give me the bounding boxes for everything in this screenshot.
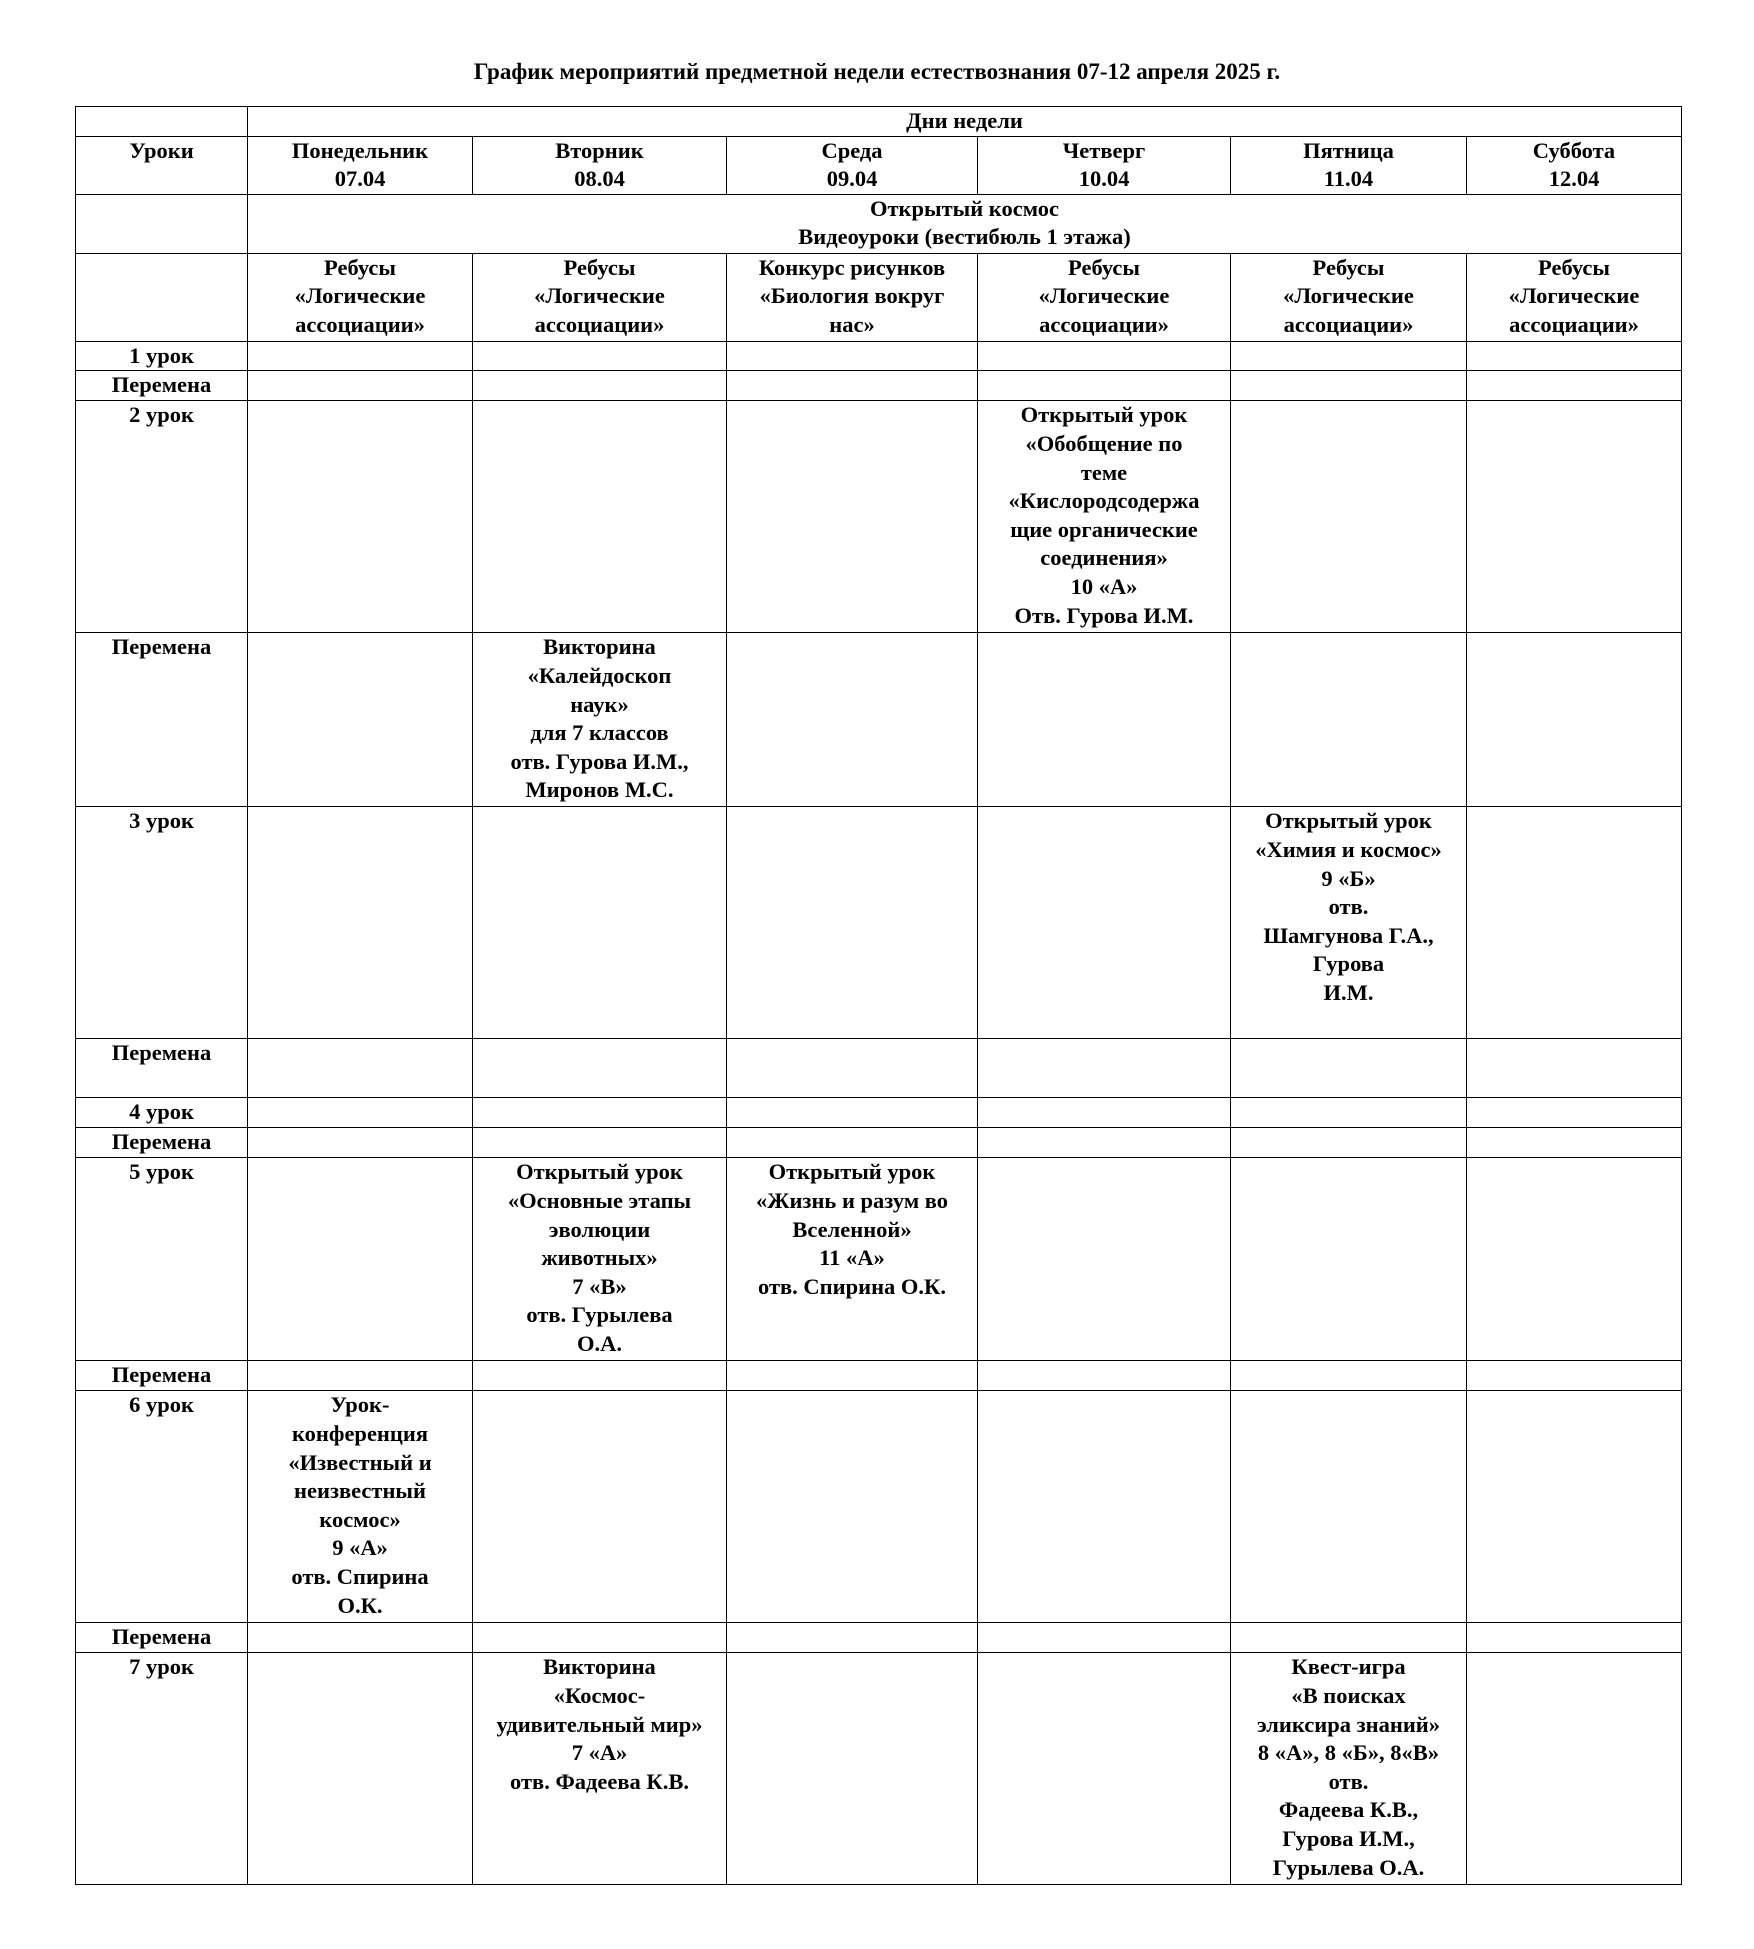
schedule-cell bbox=[248, 1361, 473, 1391]
schedule-cell: Открытый урок «Обобщение по теме «Кислородсодержа щие органические соединения» 10 «А» Отв. Гурова И.М. bbox=[978, 401, 1231, 633]
schedule-cell bbox=[1467, 807, 1682, 1039]
table-row bbox=[76, 1361, 1682, 1391]
day-name: Пятница bbox=[1303, 137, 1394, 163]
day-date: 11.04 bbox=[1323, 166, 1374, 192]
header-row-days-of-week bbox=[76, 107, 1682, 137]
schedule-cell bbox=[473, 1098, 727, 1128]
day-date: 12.04 bbox=[1548, 166, 1600, 192]
day-name: Понедельник bbox=[291, 137, 429, 163]
day-header-tuesday bbox=[473, 136, 727, 194]
row-label: 7 урок bbox=[76, 1653, 248, 1885]
row-label: 3 урок bbox=[76, 807, 248, 1039]
schedule-cell bbox=[473, 401, 727, 633]
table-row bbox=[76, 1098, 1682, 1128]
table-row bbox=[76, 1039, 1682, 1098]
row-label: 5 урок bbox=[76, 1158, 248, 1361]
schedule-cell bbox=[1231, 1623, 1467, 1653]
schedule-cell bbox=[248, 1098, 473, 1128]
row-label: 4 урок bbox=[76, 1098, 248, 1128]
schedule-cell bbox=[1467, 401, 1682, 633]
schedule-cell bbox=[473, 1623, 727, 1653]
schedule-cell: Викторина «Космос- удивительный мир» 7 «А» отв. Фадеева К.В. bbox=[473, 1653, 727, 1885]
schedule-cell bbox=[1231, 371, 1467, 401]
day-header-wednesday bbox=[727, 136, 978, 194]
header-row-days bbox=[76, 136, 1682, 194]
schedule-cell bbox=[727, 371, 978, 401]
schedule-cell bbox=[978, 1128, 1231, 1158]
daily-activity-monday: Ребусы «Логические ассоциации» bbox=[248, 253, 473, 341]
day-header-friday bbox=[1231, 136, 1467, 194]
table-row bbox=[76, 1391, 1682, 1623]
schedule-cell bbox=[1231, 1158, 1467, 1361]
daily-activity-friday: Ребусы «Логические ассоциации» bbox=[1231, 253, 1467, 341]
daily-activities-row bbox=[76, 253, 1682, 341]
schedule-cell bbox=[978, 633, 1231, 807]
day-name: Вторник bbox=[555, 137, 644, 163]
schedule-cell bbox=[248, 371, 473, 401]
schedule-cell bbox=[1467, 1158, 1682, 1361]
schedule-cell: Открытый урок «Жизнь и разум во Вселенной» 11 «А» отв. Спирина О.К. bbox=[727, 1158, 978, 1361]
schedule-cell bbox=[727, 1623, 978, 1653]
schedule-table bbox=[75, 106, 1682, 1885]
schedule-cell bbox=[1467, 1391, 1682, 1623]
schedule-cell: Открытый урок «Химия и космос» 9 «Б» отв. Шамгунова Г.А., Гурова И.М. bbox=[1231, 807, 1467, 1039]
empty-banner-label bbox=[76, 194, 248, 253]
schedule-cell bbox=[1231, 401, 1467, 633]
table-row bbox=[76, 1623, 1682, 1653]
schedule-cell bbox=[1467, 371, 1682, 401]
row-label: Перемена bbox=[76, 1361, 248, 1391]
schedule-cell bbox=[248, 1623, 473, 1653]
table-row bbox=[76, 371, 1682, 401]
schedule-cell bbox=[727, 807, 978, 1039]
schedule-cell bbox=[978, 341, 1231, 371]
schedule-cell bbox=[1467, 1039, 1682, 1098]
schedule-cell bbox=[473, 1391, 727, 1623]
schedule-cell: Урок- конференция «Известный и неизвестный космос» 9 «А» отв. Спирина О.К. bbox=[248, 1391, 473, 1623]
schedule-cell bbox=[727, 341, 978, 371]
schedule-cell bbox=[248, 633, 473, 807]
row-label: 1 урок bbox=[76, 341, 248, 371]
schedule-cell bbox=[1467, 1653, 1682, 1885]
banner-row bbox=[76, 194, 1682, 253]
schedule-cell bbox=[248, 1039, 473, 1098]
schedule-cell bbox=[978, 807, 1231, 1039]
schedule-cell bbox=[727, 1391, 978, 1623]
row-label: Перемена bbox=[76, 1128, 248, 1158]
schedule-cell bbox=[1467, 1623, 1682, 1653]
schedule-cell bbox=[978, 1623, 1231, 1653]
row-label: Перемена bbox=[76, 633, 248, 807]
schedule-cell bbox=[1231, 1128, 1467, 1158]
table-row bbox=[76, 633, 1682, 807]
schedule-cell bbox=[473, 1361, 727, 1391]
daily-activity-wednesday: Конкурс рисунков «Биология вокруг нас» bbox=[727, 253, 978, 341]
day-date: 08.04 bbox=[574, 166, 625, 192]
schedule-cell bbox=[248, 401, 473, 633]
row-label: 6 урок bbox=[76, 1391, 248, 1623]
schedule-cell bbox=[1231, 1391, 1467, 1623]
schedule-cell bbox=[978, 1653, 1231, 1885]
schedule-cell: Квест-игра «В поисках эликсира знаний» 8 «А», 8 «Б», 8«В» отв. Фадеева К.В., Гурова И.М., Гурылева О.А. bbox=[1231, 1653, 1467, 1885]
empty-activities-label bbox=[76, 253, 248, 341]
schedule-cell bbox=[727, 633, 978, 807]
schedule-cell bbox=[248, 1128, 473, 1158]
schedule-cell bbox=[1467, 1098, 1682, 1128]
schedule-cell bbox=[1467, 633, 1682, 807]
schedule-cell bbox=[473, 1039, 727, 1098]
lessons-header: Уроки bbox=[76, 136, 248, 194]
empty-header-cell bbox=[76, 107, 248, 137]
schedule-cell bbox=[1231, 1361, 1467, 1391]
day-header-monday bbox=[248, 136, 473, 194]
schedule-cell bbox=[978, 1098, 1231, 1128]
table-row bbox=[76, 1128, 1682, 1158]
schedule-cell bbox=[248, 1653, 473, 1885]
schedule-cell bbox=[978, 1391, 1231, 1623]
row-label: Перемена bbox=[76, 371, 248, 401]
schedule-cell bbox=[248, 807, 473, 1039]
schedule-cell bbox=[248, 1158, 473, 1361]
schedule-cell bbox=[1467, 1361, 1682, 1391]
schedule-cell bbox=[978, 371, 1231, 401]
schedule-cell bbox=[978, 1039, 1231, 1098]
schedule-cell bbox=[1467, 1128, 1682, 1158]
page-title: График мероприятий предметной недели естествознания 07-12 апреля 2025 г. bbox=[473, 59, 1281, 84]
schedule-cell bbox=[727, 1098, 978, 1128]
day-name: Четверг bbox=[1062, 137, 1146, 163]
daily-activity-saturday: Ребусы «Логические ассоциации» bbox=[1467, 253, 1682, 341]
schedule-cell bbox=[1231, 341, 1467, 371]
schedule-cell bbox=[727, 1653, 978, 1885]
day-name: Среда bbox=[821, 137, 883, 163]
schedule-cell bbox=[727, 1039, 978, 1098]
table-row bbox=[76, 807, 1682, 1039]
table-row bbox=[76, 341, 1682, 371]
day-date: 10.04 bbox=[1078, 166, 1130, 192]
open-space-banner: Открытый космос Видеоуроки (вестибюль 1 этажа) bbox=[248, 194, 1682, 253]
days-of-week-header: Дни недели bbox=[248, 107, 1682, 137]
daily-activity-thursday: Ребусы «Логические ассоциации» bbox=[978, 253, 1231, 341]
table-row bbox=[76, 401, 1682, 633]
schedule-cell bbox=[727, 1361, 978, 1391]
schedule-cell bbox=[1231, 1098, 1467, 1128]
day-name: Суббота bbox=[1532, 137, 1616, 163]
schedule-cell: Викторина «Калейдоскоп наук» для 7 классов отв. Гурова И.М., Миронов М.С. bbox=[473, 633, 727, 807]
row-label: 2 урок bbox=[76, 401, 248, 633]
table-row bbox=[76, 1653, 1682, 1885]
table-row bbox=[76, 1158, 1682, 1361]
schedule-cell bbox=[473, 807, 727, 1039]
day-header-thursday bbox=[978, 136, 1231, 194]
day-date: 07.04 bbox=[334, 166, 386, 192]
row-label: Перемена bbox=[76, 1623, 248, 1653]
daily-activity-tuesday: Ребусы «Логические ассоциации» bbox=[473, 253, 727, 341]
day-header-saturday bbox=[1467, 136, 1682, 194]
schedule-cell bbox=[473, 371, 727, 401]
schedule-cell bbox=[473, 1128, 727, 1158]
schedule-cell bbox=[978, 1158, 1231, 1361]
schedule-cell bbox=[1231, 1039, 1467, 1098]
schedule-cell bbox=[727, 401, 978, 633]
schedule-cell: Открытый урок «Основные этапы эволюции животных» 7 «В» отв. Гурылева О.А. bbox=[473, 1158, 727, 1361]
schedule-cell bbox=[1231, 633, 1467, 807]
schedule-cell bbox=[248, 341, 473, 371]
schedule-cell bbox=[978, 1361, 1231, 1391]
day-date: 09.04 bbox=[826, 166, 878, 192]
schedule-cell bbox=[473, 341, 727, 371]
row-label: Перемена bbox=[76, 1039, 248, 1098]
schedule-cell bbox=[1467, 341, 1682, 371]
schedule-cell bbox=[727, 1128, 978, 1158]
